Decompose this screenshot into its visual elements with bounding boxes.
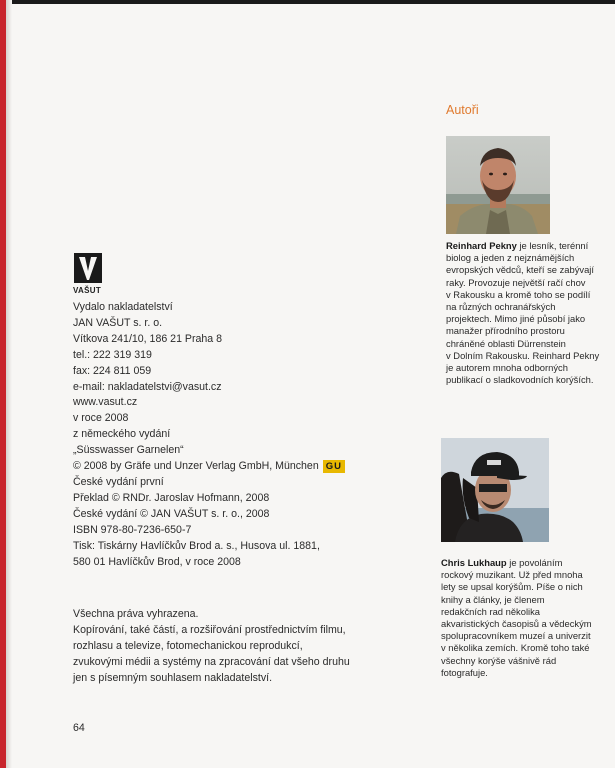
imprint-original-title: „Süsswasser Garnelen“ [73, 444, 184, 457]
page-gutter-shadow [6, 0, 12, 768]
page-number: 64 [73, 722, 85, 734]
bio-line: projektech. Mimo jiné působí jako [446, 313, 586, 325]
bio-line: všechny korýše vášnivě rád [441, 654, 557, 666]
imprint-website-line: www.vasut.cz [73, 396, 138, 409]
imprint-email-line: e-mail: nakladatelstvi@vasut.cz [73, 380, 222, 393]
author-name: Reinhard Pekny [446, 240, 517, 251]
bio-line: je autorem mnoha odborných [446, 362, 568, 374]
rights-line: Kopírování, také částí, a rozšiřování prostřednictvím filmu, [73, 623, 346, 636]
bio-line: redakčních rad několika [441, 605, 541, 617]
bio-line: v Rakousku a kromě toho se podílí [446, 288, 591, 300]
imprint-line: Vydalo nakladatelství [73, 301, 173, 313]
imprint-copyright-text: © 2008 by Gräfe und Unzer Verlag GmbH, München [73, 460, 319, 473]
bio-line: v několika zemích. Kromě toho také [441, 642, 590, 654]
rights-line: jen s písemným souhlasem nakladatelství. [73, 671, 273, 684]
rights-line: rozhlasu a televize, fotomechanickou reprodukcí, [73, 639, 303, 652]
authors-heading: Autoři [446, 103, 479, 117]
imprint-line: České vydání © JAN VAŠUT s. r. o., 2008 [73, 507, 270, 520]
imprint-line: Tisk: Tiskárny Havlíčkův Brod a. s., Husova ul. 1881, [73, 539, 320, 552]
author-bio-chris-lukhaup [441, 557, 609, 679]
bio-line: v Dolním Rakousku. Reinhard Pekny [446, 349, 600, 361]
bio-line: knihy a články, je členem [441, 593, 545, 605]
bio-line: akvaristických časopisů a vědeckým [441, 618, 592, 630]
imprint-block [73, 300, 403, 570]
imprint-line: z německého vydání [73, 428, 171, 441]
publisher-logo-text: VAŠUT [73, 286, 102, 295]
page-top-edge [0, 0, 615, 4]
imprint-line: tel.: 222 319 319 [73, 348, 152, 361]
imprint-isbn: ISBN 978-80-7236-650-7 [73, 523, 192, 536]
bio-line: chráněné oblasti Dürrenstein [446, 337, 566, 349]
imprint-copyright-line [73, 459, 403, 475]
imprint-line: JAN VAŠUT s. r. o. [73, 316, 163, 329]
bio-line: manažer přírodního prostoru [446, 325, 565, 337]
imprint-line: 580 01 Havlíčkův Brod, v roce 2008 [73, 555, 241, 568]
bio-line: rockový muzikant. Už před mnoha [441, 569, 583, 581]
publisher-logo [73, 253, 103, 295]
imprint-line: České vydání první [73, 475, 164, 488]
bio-text: je povoláním [506, 557, 563, 568]
author-bio-reinhard-pekny [446, 240, 614, 386]
rights-line: zvukovými médii a systémy na zpracování dat všeho druhu [73, 655, 350, 668]
rights-notice [73, 607, 403, 687]
bio-line: lety se upsal korýšům. Píše o nich [441, 581, 583, 593]
publisher-logo-mark [73, 253, 103, 285]
bio-line: fotografuje. [441, 666, 488, 678]
bio-line: raky. Provozuje největší račí chov [446, 276, 586, 288]
author-name: Chris Lukhaup [441, 557, 507, 568]
bio-line: biolog a jeden z nejznámějších [446, 252, 575, 264]
imprint-line: Vítkova 241/10, 186 21 Praha 8 [73, 332, 223, 345]
bio-text: je lesník, terénní [516, 240, 589, 251]
bio-line: publikací o sladkovodních korýších. [446, 374, 594, 386]
bio-line: evropských vědců, kteří se zabývají [446, 264, 594, 276]
bio-line: spolupracovníkem muzeí a univerzit [441, 630, 591, 642]
imprint-line: v roce 2008 [73, 412, 129, 425]
imprint-line: Překlad © RNDr. Jaroslav Hofmann, 2008 [73, 491, 270, 504]
author-photo-reinhard-pekny [446, 136, 550, 234]
author-photo-chris-lukhaup [441, 438, 549, 542]
rights-line: Všechna práva vyhrazena. [73, 608, 199, 620]
gu-logo: GU [323, 460, 345, 473]
bio-line [441, 557, 609, 569]
bio-line [446, 240, 614, 252]
imprint-line: fax: 224 811 059 [73, 364, 152, 377]
bio-line: na různých ochranářských [446, 301, 556, 313]
